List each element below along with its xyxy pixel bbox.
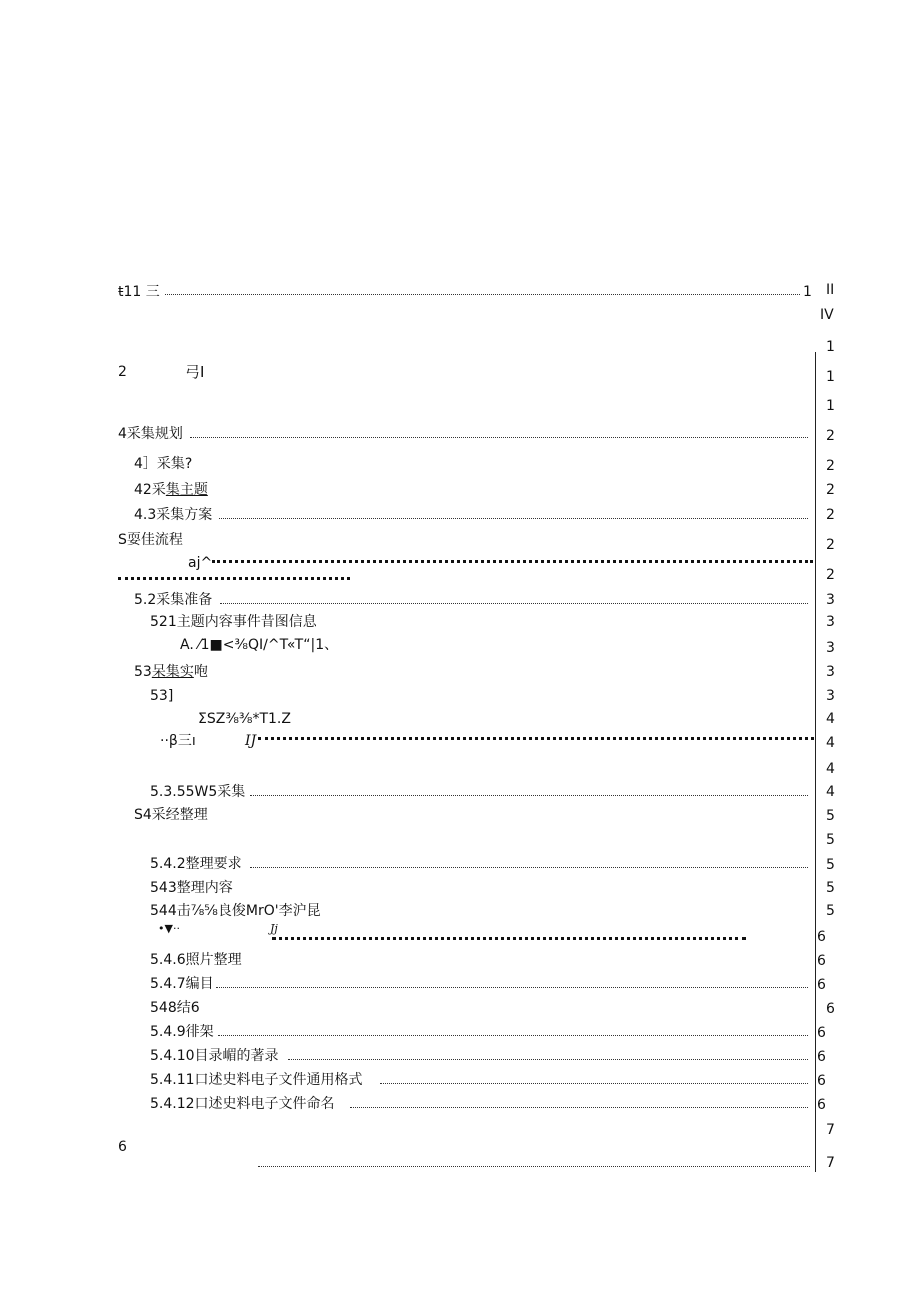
toc-entry-r16[interactable]: 53呆集实咆 bbox=[134, 664, 208, 680]
toc-entry-r07[interactable]: 4］采集? bbox=[134, 456, 193, 472]
page-number: 5 bbox=[826, 808, 835, 824]
right-margin-rule bbox=[815, 352, 816, 1172]
toc-entry-r10[interactable]: S耍佳流程 bbox=[118, 532, 183, 548]
dot-leader bbox=[216, 987, 808, 988]
dot-leader bbox=[218, 1035, 808, 1036]
page-number: 1 bbox=[826, 369, 835, 385]
page-number: 3 bbox=[826, 640, 835, 656]
toc-entry-r14[interactable]: 521主题内容事件昔图信息 bbox=[150, 614, 317, 630]
page-number: 6 bbox=[817, 1049, 826, 1065]
page-number: 6 bbox=[817, 1073, 826, 1089]
dot-leader bbox=[212, 560, 813, 563]
dot-leader bbox=[380, 1083, 808, 1084]
dot-leader bbox=[165, 294, 800, 295]
toc-entry-r30[interactable]: 548结6 bbox=[150, 1000, 200, 1016]
toc-entry-r19-b: IJ bbox=[245, 733, 257, 749]
toc-entry-r32[interactable]: 5.4.10目录嵋的著录 bbox=[150, 1048, 279, 1064]
page-number: 6 bbox=[817, 1025, 826, 1041]
page-number: 6 bbox=[817, 1097, 826, 1113]
page-number: 2 bbox=[826, 482, 835, 498]
toc-entry-r09[interactable]: 4.3采集方案 bbox=[134, 507, 213, 523]
page-number: 3 bbox=[826, 592, 835, 608]
dot-leader bbox=[250, 795, 808, 796]
page-number: 2 bbox=[826, 507, 835, 523]
page-number: 5 bbox=[826, 857, 835, 873]
toc-entry-r29[interactable]: 5.4.7编目 bbox=[150, 976, 214, 992]
toc-entry-r25[interactable]: 543整理内容 bbox=[150, 880, 233, 896]
toc-entry-r17[interactable]: 53] bbox=[150, 688, 174, 704]
page-number: 3 bbox=[826, 614, 835, 630]
page-number: 4 bbox=[826, 761, 835, 777]
toc-entry-r27-b: Jj bbox=[270, 922, 278, 935]
page-number: 1 bbox=[826, 339, 835, 355]
page-number: 4 bbox=[826, 711, 835, 727]
toc-entry-r18[interactable]: ΣSZ⅜⅜*T1.Z bbox=[198, 711, 291, 727]
toc-entry-r13[interactable]: 5.2采集准备 bbox=[134, 592, 213, 608]
toc-entry-r24[interactable]: 5.4.2整理要求 bbox=[150, 856, 242, 872]
page-number: 7 bbox=[826, 1122, 835, 1138]
page-number: 6 bbox=[817, 953, 826, 969]
toc-entry-number[interactable]: 6 bbox=[118, 1139, 127, 1155]
page-number: II bbox=[826, 282, 835, 298]
page-number: 2 bbox=[826, 458, 835, 474]
toc-entry-number: 2 bbox=[118, 364, 127, 380]
dot-leader bbox=[272, 937, 746, 940]
dot-leader bbox=[219, 518, 808, 519]
page-number: 5 bbox=[826, 880, 835, 896]
toc-entry-r31[interactable]: 5.4.9徘架 bbox=[150, 1024, 214, 1040]
page-number: 4 bbox=[826, 735, 835, 751]
toc-entry-r22[interactable]: S4采经整理 bbox=[134, 807, 208, 823]
toc-entry-r21[interactable]: 5.3.55W5采集 bbox=[150, 784, 246, 800]
page-number: 6 bbox=[817, 977, 826, 993]
dot-leader bbox=[288, 1059, 808, 1060]
dot-leader bbox=[220, 603, 808, 604]
dot-leader bbox=[258, 1166, 810, 1167]
dot-leader bbox=[258, 737, 814, 740]
page-number: 3 bbox=[826, 688, 835, 704]
page-number: 2 bbox=[826, 567, 835, 583]
dot-leader bbox=[190, 437, 808, 438]
toc-entry-r11[interactable]: aj^ bbox=[188, 555, 213, 571]
toc-entry-r28[interactable]: 5.4.6照片整理 bbox=[150, 952, 242, 968]
page-number: 5 bbox=[826, 832, 835, 848]
page-number: 5 bbox=[826, 903, 835, 919]
page-number: 6 bbox=[817, 929, 826, 945]
toc-entry-r15[interactable]: A. ⁄1■<⅜QI∕^T«T“|1、 bbox=[180, 637, 339, 653]
page-number: 1 bbox=[803, 284, 812, 300]
page-number: 2 bbox=[826, 537, 835, 553]
toc-entry-r01[interactable]: ŧ11 三 bbox=[118, 284, 160, 300]
dot-leader bbox=[250, 867, 808, 868]
toc-entry-r06[interactable]: 4采集规划 bbox=[118, 426, 183, 442]
toc-entry-r26[interactable]: 544击⅞⅝良俊MrO'李沪昆 bbox=[150, 903, 321, 919]
toc-entry-r27[interactable]: •▼·· bbox=[158, 922, 180, 935]
page-number: IV bbox=[820, 307, 834, 323]
page-number: 4 bbox=[826, 784, 835, 800]
toc-entry-r34[interactable]: 5.4.12口述史料电子文件命名 bbox=[150, 1096, 335, 1112]
page-number: 2 bbox=[826, 428, 835, 444]
page-number: 7 bbox=[826, 1155, 835, 1171]
toc-entry-r19[interactable]: ··β三ı bbox=[160, 733, 196, 749]
page-number: 6 bbox=[826, 1001, 835, 1017]
toc-entry-r04[interactable]: 弓I bbox=[185, 363, 205, 381]
page-number: 1 bbox=[826, 398, 835, 414]
toc-entry-r08[interactable]: 42采集主题 bbox=[134, 482, 208, 498]
dot-leader bbox=[118, 577, 350, 580]
dot-leader bbox=[350, 1107, 808, 1108]
page-number: 3 bbox=[826, 664, 835, 680]
toc-entry-r33[interactable]: 5.4.11口述史料电子文件通用格式 bbox=[150, 1072, 363, 1088]
